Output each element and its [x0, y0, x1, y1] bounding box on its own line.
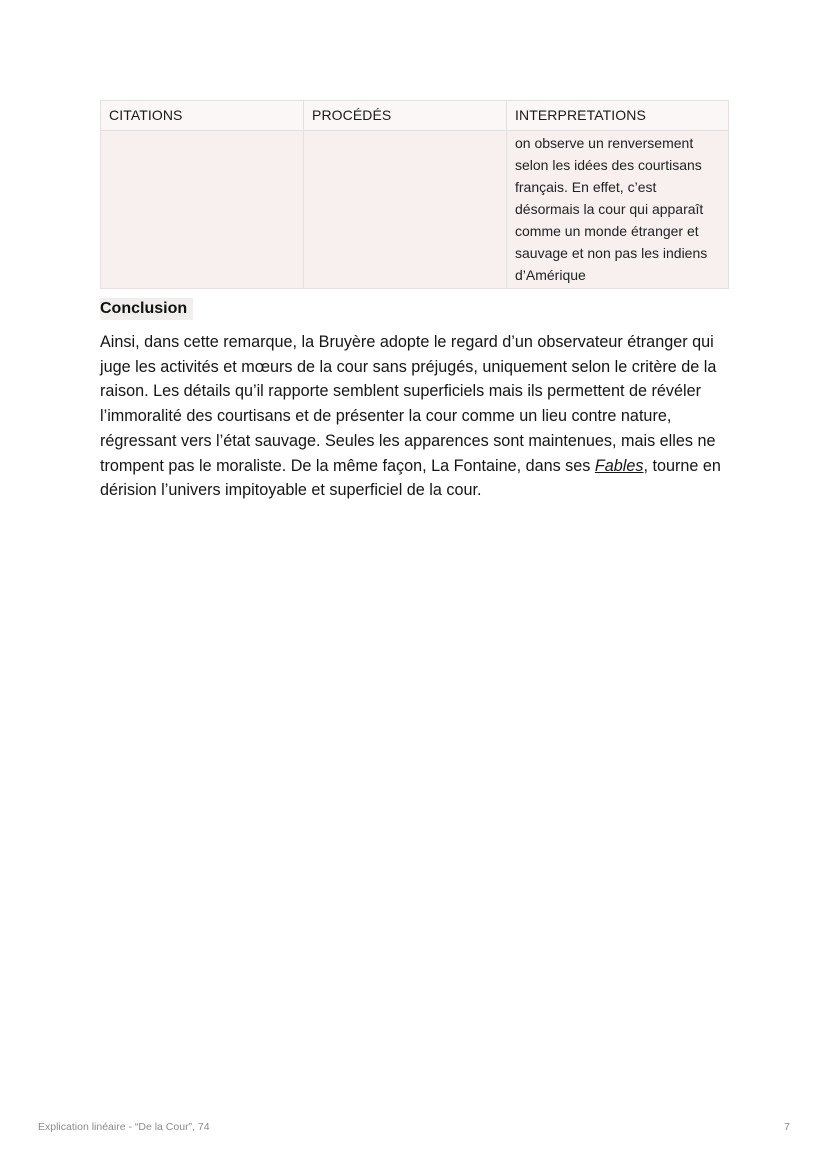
table-header-row: [101, 101, 729, 131]
column-header-procedes: PROCÉDÉS: [304, 101, 507, 131]
cell-interpretations: on observe un renversement selon les idées des courtisans français. En effet, c’est désormais la cour qui apparaît comme un monde étranger et sauvage et non pas les indiens d’Amérique: [507, 131, 729, 289]
cell-citations: [101, 131, 304, 289]
cell-procedes: [304, 131, 507, 289]
table-row: [101, 131, 729, 289]
column-header-citations: CITATIONS: [101, 101, 304, 131]
footer-page-number: 7: [784, 1121, 790, 1133]
fables-link[interactable]: Fables: [594, 456, 644, 475]
conclusion-text-part-1: Ainsi, dans cette remarque, la Bruyère adopte le regard d’un observateur étranger qui juge les activités et mœurs de la cour sans préjugés, uniquement selon le critère de la raison. Les détails qu’il rapporte semblent superficiels mais ils permettent de révéler l’immoralité des courtisans et de présenter la cour comme un lieu contre nature, régressant vers l’état sauvage. Seules les apparences sont maintenues, mais elles ne trompent pas le moraliste. De la même façon, La Fontaine, dans ses: [100, 333, 717, 475]
column-header-interpretations: INTERPRETATIONS: [507, 101, 729, 131]
analysis-table: [100, 100, 729, 289]
conclusion-heading: Conclusion: [100, 298, 193, 320]
conclusion-paragraph: [100, 330, 730, 503]
conclusion-text-part-2: , tourne en dérision l’univers impitoyable et superficiel de la cour.: [100, 456, 721, 500]
footer-document-title: Explication linéaire - “De la Cour”, 74: [38, 1121, 210, 1133]
